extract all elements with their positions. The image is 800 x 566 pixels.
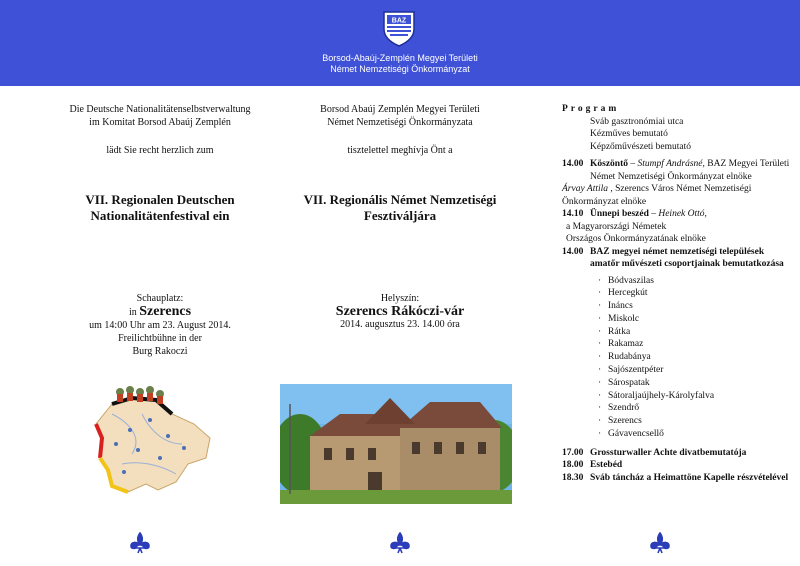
list-item: · Ináncs	[598, 301, 633, 312]
program-welcome-text	[590, 158, 794, 183]
location-name: Szendrő	[608, 403, 640, 414]
header-line-2: Német Nemzetiségi Önkormányzat	[330, 64, 470, 74]
left-place-in: in	[128, 307, 137, 318]
center-title	[255, 192, 545, 224]
center-org-line-1: Borsod Abaúj Zemplén Megyei Területi	[320, 104, 480, 115]
program-welcome-2	[562, 183, 794, 208]
speech-label: Ünnepi beszéd	[590, 209, 649, 219]
list-item: · Rudabánya	[598, 352, 651, 363]
center-title-line-1: VII. Regionális Német Nemzetiségi	[303, 192, 497, 207]
left-title-line-1: VII. Regionalen Deutschen	[85, 192, 235, 207]
center-date: 2014. augusztus 23. 14.00 óra	[340, 319, 460, 330]
list-item: · Miskolc	[598, 313, 640, 324]
speech-role-2: Országos Önkormányzatának elnöke	[566, 234, 706, 244]
program-late-3	[562, 472, 794, 485]
welcome2-speaker: Árvay Attila	[562, 184, 608, 194]
center-place	[255, 292, 545, 331]
location-name: Bódvaszilas	[608, 275, 654, 286]
center-org-line-2: Német Nemzetiségi Önkormányzata	[327, 117, 473, 128]
location-name: Sárospatak	[608, 377, 650, 388]
program-column	[562, 103, 794, 484]
program-intro-item: Sváb gasztronómiai utca	[590, 116, 684, 127]
welcome2-role: , Szerencs Város Német Nemzetiségi Önkormányzat elnöke	[562, 184, 752, 207]
program-late-2	[562, 459, 794, 472]
program-label: Grossturwaller Achte divatbemutatója	[590, 447, 747, 458]
program-time: 14.10	[562, 209, 584, 219]
dash: –	[648, 209, 659, 219]
list-item: · Rátka	[598, 326, 631, 337]
location-name: Rakamaz	[608, 339, 644, 350]
location-name: Sajószentpéter	[608, 365, 664, 376]
location-name: Miskolc	[608, 313, 640, 324]
fleur-de-lis-icon	[649, 532, 671, 554]
list-item: · Gávavencsellő	[598, 429, 664, 440]
welcome-label: Köszöntő	[590, 159, 628, 169]
fleur-de-lis-icon	[389, 532, 411, 554]
dash: –	[628, 159, 638, 169]
location-name: Rátka	[608, 326, 631, 337]
list-item: · Hercegkút	[598, 288, 648, 299]
center-place-name: Szerencs Rákóczi-vár	[335, 304, 465, 319]
county-map-image	[72, 384, 218, 512]
center-invite: tisztelettel meghívja Önt a	[347, 145, 453, 156]
program-show	[562, 246, 794, 271]
program-label: Sváb táncház a Heimattöne Kapelle részvételével	[590, 472, 789, 483]
location-name: Gávavencsellő	[608, 429, 664, 440]
left-title-line-2: Nationalitätenfestival ein	[90, 208, 230, 223]
program-title: Program	[562, 104, 620, 114]
center-title-line-2: Fesztiváljára	[363, 208, 437, 223]
program-label: Estebéd	[590, 460, 623, 471]
program-speech	[562, 208, 794, 221]
left-date: um 14:00 Uhr am 23. August 2014.	[89, 320, 231, 331]
center-place-label: Helyszín:	[380, 293, 420, 304]
program-speech-text	[590, 208, 794, 221]
location-name: Ináncs	[608, 301, 633, 312]
list-item: · Rakamaz	[598, 339, 644, 350]
location-name: Rudabánya	[608, 352, 651, 363]
list-item: · Sárospatak	[598, 377, 650, 388]
center-org	[255, 103, 545, 129]
program-time: 14.00	[562, 246, 584, 257]
welcome-speaker: Stumpf Andrásné	[637, 159, 703, 169]
left-place-label: Schauplatz:	[136, 293, 184, 304]
left-org-line-1: Die Deutsche Nationalitätenselbstverwaltung	[69, 104, 251, 115]
location-list	[598, 275, 794, 441]
left-org-line-2: im Komitat Borsod Abaúj Zemplén	[89, 117, 231, 128]
list-item: · Bódvaszilas	[598, 275, 654, 286]
coat-of-arms-icon	[380, 9, 418, 47]
program-intro-item: Kézműves bemutató	[590, 129, 668, 139]
left-invite: lädt Sie recht herzlich zum	[106, 145, 214, 156]
crest-text: BAZ	[391, 17, 407, 25]
location-name: Hercegkút	[608, 288, 648, 299]
location-name: Sátoraljaújhely-Károlyfalva	[608, 390, 715, 401]
location-name: Szerencs	[608, 416, 642, 427]
program-time: 18.00	[562, 460, 584, 471]
list-item: · Sátoraljaújhely-Károlyfalva	[598, 390, 715, 401]
list-item: · Szendrő	[598, 403, 640, 414]
left-venue-line-2: Burg Rakoczi	[132, 346, 188, 357]
castle-photo	[280, 384, 512, 504]
list-item: · Sajószentpéter	[598, 365, 664, 376]
program-time: 18.30	[562, 472, 584, 483]
show-label: BAZ megyei német nemzetiségi települések amatőr művészeti csoportjainak bemutatkozása	[590, 246, 784, 269]
program-intro-item: Képzőművészeti bemutató	[590, 141, 692, 152]
welcome-role: , BAZ Megyei Területi Német Nemzetiségi Önkormányzat elnöke	[590, 159, 790, 182]
list-item: · Szerencs	[598, 416, 642, 427]
left-place-name: Szerencs	[139, 304, 192, 319]
program-intro	[562, 116, 794, 154]
left-venue-line-1: Freilichtbühne in der	[118, 333, 202, 344]
program-late-1	[562, 447, 794, 460]
header-banner	[0, 0, 800, 86]
comma: ,	[704, 209, 707, 219]
speech-speaker: Heinek Ottó	[658, 209, 705, 219]
fleur-de-lis-icon	[129, 532, 151, 554]
program-time: 17.00	[562, 447, 584, 458]
program-time: 14.00	[562, 159, 584, 169]
header-line-1: Borsod-Abaúj-Zemplén Megyei Területi	[322, 53, 478, 63]
speech-role-1: a Magyarországi Németek	[566, 221, 667, 232]
program-welcome	[562, 158, 794, 183]
